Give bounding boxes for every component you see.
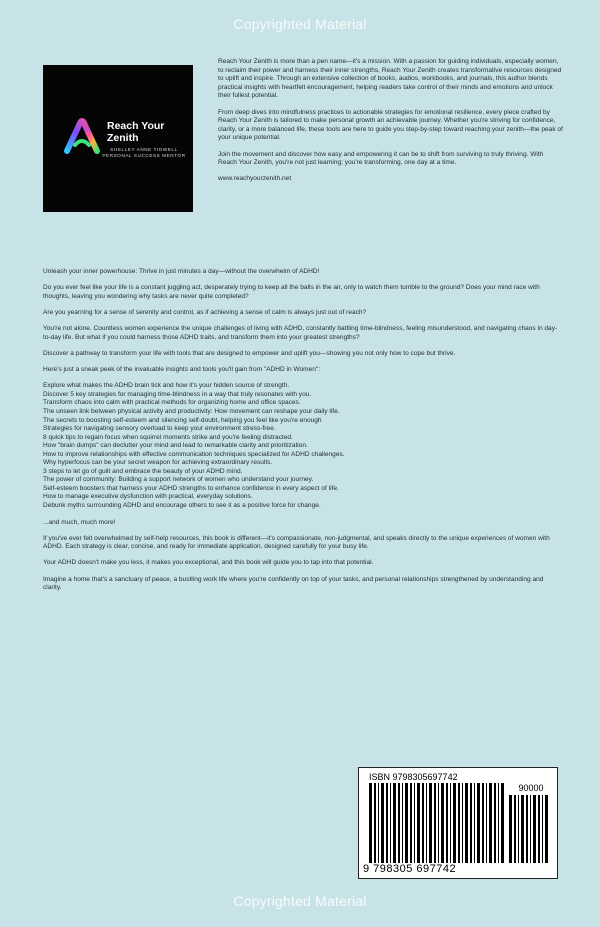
barcode-bar [378, 783, 379, 863]
barcode-bar [398, 783, 400, 863]
barcode-bar [501, 783, 504, 863]
barcode-bar [477, 783, 480, 863]
zenith-peak-icon [61, 115, 103, 157]
price-code: 90000 [518, 783, 544, 793]
barcode-bar [426, 783, 427, 863]
barcode-bar [458, 783, 460, 863]
about-paragraph: Reach Your Zenith is more than a pen name—it's a mission. With a passion for guiding individuals, especially women, to reclaim their power and harness their inner strengths, Reach Your Zenith creates transformative resources designed to uplift and inspire. Through an extensive collection of books, audios, workbooks, and journals, this author blends practical insights with heartfelt encouragement, helping readers take control of their minds and emotions and unlock their fullest potential. [218, 58, 562, 100]
barcode-bar [509, 795, 512, 863]
list-item: How to improve relationships with effective communication techniques specialized for ADHD challenges. [43, 450, 345, 458]
list-item: Explore what makes the ADHD brain tick and how it's your hidden source of strength. [43, 382, 290, 390]
barcode-bar [441, 783, 444, 863]
barcode-bar [381, 783, 384, 863]
book-description [43, 268, 563, 600]
barcode-bar [414, 783, 415, 863]
barcode-bar [521, 795, 524, 863]
barcode-bar [470, 783, 472, 863]
list-item: Self-esteem boosters that harness your ADHD strengths to enhance confidence in every aspect of life. [43, 484, 339, 492]
website-url: www.reachyourzenith.net [218, 175, 292, 183]
logo-title: Reach Your Zenith [107, 120, 165, 144]
barcode-bar [422, 783, 424, 863]
description-paragraph: Are you yearning for a sense of serenity and control, as if achieving a sense of calm is always just out of reach? [43, 308, 367, 316]
barcode-bars [369, 783, 505, 863]
barcode-bar [514, 795, 516, 863]
list-item: 3 steps to let go of guilt and embrace the beauty of your ADHD mind. [43, 467, 243, 475]
barcode-bar [530, 795, 531, 863]
list-item: How to manage executive dysfunction with practical, everyday solutions. [43, 493, 253, 501]
barcode-bar [390, 783, 391, 863]
barcode-bar [474, 783, 475, 863]
barcode-bar [494, 783, 496, 863]
barcode-bar [402, 783, 403, 863]
barcode-bar [386, 783, 388, 863]
about-author-section [218, 58, 563, 192]
description-paragraph: You're not alone. Countless women experience the unique challenges of living with ADHD, constantly battling time-blindness, feeling misunderstood, and navigating chaos in day-to-day life. But what if you could harness those ADHD traits, and transform them into your greatest strengths? [43, 325, 558, 341]
description-paragraph: Here's just a sneak peek of the invaluable insights and tools you'll gain from "ADHD in Women": [43, 366, 321, 374]
barcode-bar [417, 783, 420, 863]
ean-digits: 9 798305 697742 [363, 863, 457, 875]
barcode-bar [538, 795, 540, 863]
list-item: Debunk myths surrounding ADHD and encourage others to see it as a positive force for change. [43, 501, 321, 509]
barcode-bar [498, 783, 499, 863]
barcode-bar [374, 783, 376, 863]
barcode-bar [450, 783, 451, 863]
description-paragraph: Discover a pathway to transform your life with tools that are designed to empower and uplift you—showing you not only how to cope but thrive. [43, 349, 456, 357]
barcode-bar [465, 783, 468, 863]
description-paragraph: Your ADHD doesn't make you less, it makes you exceptional, and this book will guide you to tap into that potential. [43, 559, 374, 567]
list-item: Transform chaos into calm with practical methods for organizing home and office spaces. [43, 399, 301, 407]
barcode-bar [482, 783, 484, 863]
list-item: Strategies for navigating sensory overload to keep your environment stress-free. [43, 425, 276, 433]
barcode-bar [405, 783, 408, 863]
watermark-top: Copyrighted Material [233, 16, 367, 32]
barcode-bar [526, 795, 528, 863]
list-item: Discover 5 key strategies for managing time-blindness in a way that truly resonates with you. [43, 390, 312, 398]
author-logo [43, 65, 193, 212]
barcode-addon-bars [509, 795, 551, 863]
barcode-bar [393, 783, 396, 863]
barcode-bar [533, 795, 536, 863]
barcode-bar [462, 783, 463, 863]
headline: Unleash your inner powerhouse: Thrive in just minutes a day—without the overwhelm of ADHD! [43, 268, 320, 275]
list-item: The unseen link between physical activity and productivity: How movement can reshape your daily life. [43, 407, 340, 415]
description-paragraph: Imagine a home that's a sanctuary of peace, a bustling work life where you're confidently on top of your tasks, and personal relationships strengthened by understanding and clarity. [43, 575, 544, 592]
watermark-bottom: Copyrighted Material [233, 893, 367, 909]
barcode-bar [438, 783, 439, 863]
description-paragraph: If you've ever felt overwhelmed by self-help resources, this book is different—it's compassionate, non-judgmental, and speaks directly to the unique experiences of women with ADHD. Each strategy is clear, concise, and ready for immediate application, designed carefully for your busy life. [43, 534, 550, 551]
isbn-barcode [358, 767, 558, 879]
list-item: How "brain dumps" can declutter your mind and lead to remarkable clarity and prioritization. [43, 442, 308, 450]
barcode-bar [489, 783, 492, 863]
barcode-bar [453, 783, 456, 863]
barcode-bar [542, 795, 543, 863]
logo-subtitle: SHELLEY ANNE TIDWELL PERSONAL SUCCESS MENTOR [102, 147, 186, 158]
list-item: Why hyperfocus can be your secret weapon for achieving extraordinary results. [43, 459, 273, 467]
list-item: The secrets to boosting self-esteem and silencing self-doubt, helping you feel like you're enough [43, 416, 322, 424]
barcode-bar [518, 795, 519, 863]
description-paragraph: ...and much, much more! [43, 518, 116, 526]
about-paragraph: From deep dives into mindfulness practices to actionable strategies for emotional resilience, every piece crafted by Reach Your Zenith is tailored to make personal growth an achievable journey. Whether you're striving for confidence, clarity, or a more balanced life, these tools are here to guide you step-by-step toward reaching your zenith—the peak of your unique potential. [218, 108, 563, 142]
isbn-label: ISBN 9798305697742 [369, 772, 458, 782]
barcode-bar [434, 783, 436, 863]
about-paragraph: Join the movement and discover how easy and empowering it can be to shift from surviving to truly thriving. With Reach Your Zenith, you're not just learning; you're transforming, one day at a time. [218, 150, 544, 167]
barcode-bar [410, 783, 412, 863]
barcode-bar [486, 783, 487, 863]
benefits-list [43, 382, 563, 510]
barcode-bar [446, 783, 448, 863]
description-paragraph: Do you ever feel like your life is a constant juggling act, desperately trying to keep all the balls in the air, only to watch them tumble to the ground? Does your mind race with thoughts, leaving you wondering why tasks are never quite completed? [43, 284, 540, 300]
list-item: 8 quick tips to regain focus when squirrel moments strike and you're feeling distracted. [43, 433, 293, 441]
barcode-bar [369, 783, 372, 863]
list-item: The power of community: Building a support network of women who understand your journey. [43, 476, 314, 484]
barcode-bar [429, 783, 432, 863]
barcode-bar [545, 795, 548, 863]
